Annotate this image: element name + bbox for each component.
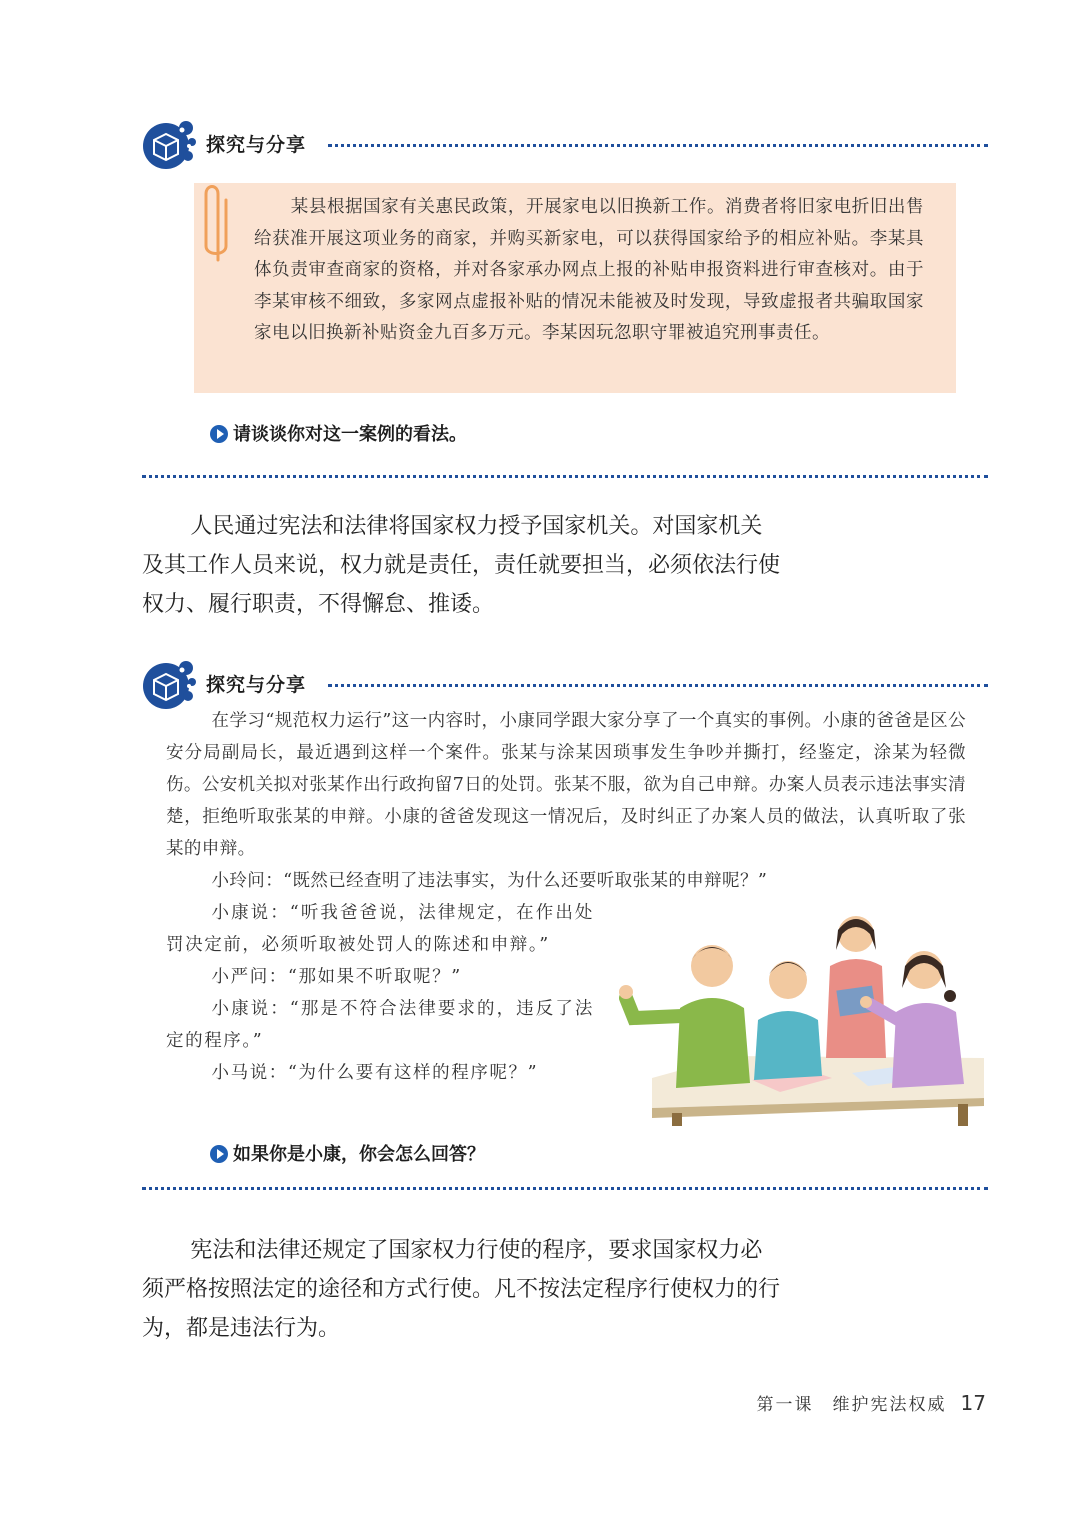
page-number: 17 [960,1391,986,1415]
dialogue-line: 小严问：“那如果不听取呢？” [211,967,462,987]
page-footer [757,1390,986,1415]
discussion-prompt-2 [210,1140,485,1166]
prompt-text: 如果你是小康，你会怎么回答？ [233,1144,485,1165]
arrow-bullet-icon [210,1145,228,1163]
section-header-explore-share-2 [142,656,988,712]
story-paragraph: 在学习“规范权力运行”这一内容时，小康同学跟大家分享了一个真实的事例。小康的爸爸是区公安分局副局长，最近遇到这样一个案件。张某与涂某因琐事发生争吵并撕打，经鉴定，涂某为轻微伤。公安机关拟对张某作出行政拘留7日的处罚。张某不服，欲为自己申辩。办案人员表示违法事实清楚，拒绝听取张某的申辩。小康的爸爸发现这一情况后，及时纠正了办案人员的做法，认真听取了张某的申辩。 [166,711,966,859]
dialogue-block [166,897,594,1089]
dotted-rule [328,684,988,687]
section-header-explore-share-1 [142,116,988,172]
story-question: 小玲问：“既然已经查明了违法事实，为什么还要听取张某的申辩呢？” [211,871,768,891]
explore-cube-icon [142,656,198,712]
story-text [166,705,966,897]
body-paragraph-1: 人民通过宪法和法律将国家权力授予国家机关。对国家机关及其工作人员来说，权力就是责任，责任就要担当，必须依法行使权力、履行职责，不得懈怠、推诿。 [142,514,781,617]
case-text [254,192,924,350]
discussion-prompt-1 [210,420,467,446]
students-discussion-illustration [612,908,984,1126]
arrow-bullet-icon [210,425,228,443]
dotted-rule [328,144,988,147]
section-title: 探究与分享 [206,134,307,156]
body-paragraph-2: 宪法和法律还规定了国家权力行使的程序，要求国家权力必须严格按照法定的途径和方式行使。凡不按法定程序行使权力的行为，都是违法行为。 [142,1238,781,1341]
dotted-divider [142,1187,988,1190]
dialogue-line: 小康说：“听我爸爸说，法律规定，在作出处罚决定前，必须听取被处罚人的陈述和申辩。” [166,903,594,955]
paperclip-icon [198,176,234,268]
section-title: 探究与分享 [206,674,307,696]
explore-cube-icon [142,116,198,172]
lesson-title: 第一课 维护宪法权威 [756,1395,947,1415]
dialogue-line: 小马说：“为什么要有这样的程序呢？” [211,1063,539,1083]
dialogue-line: 小康说：“那是不符合法律要求的，违反了法定的程序。” [166,999,594,1051]
dotted-divider [142,475,988,478]
case-paragraph: 某县根据国家有关惠民政策，开展家电以旧换新工作。消费者将旧家电折旧出售给获准开展这项业务的商家，并购买新家电，可以获得国家给予的相应补贴。李某具体负责审查商家的资格，并对各家承办网点上报的补贴申报资料进行审查核对。由于李某审核不细致，多家网点虚报补贴的情况未能被及时发现，导致虚报者共骗取国家家电以旧换新补贴资金九百多万元。李某因玩忽职守罪被追究刑事责任。 [254,197,924,343]
prompt-text: 请谈谈你对这一案例的看法。 [233,424,467,445]
